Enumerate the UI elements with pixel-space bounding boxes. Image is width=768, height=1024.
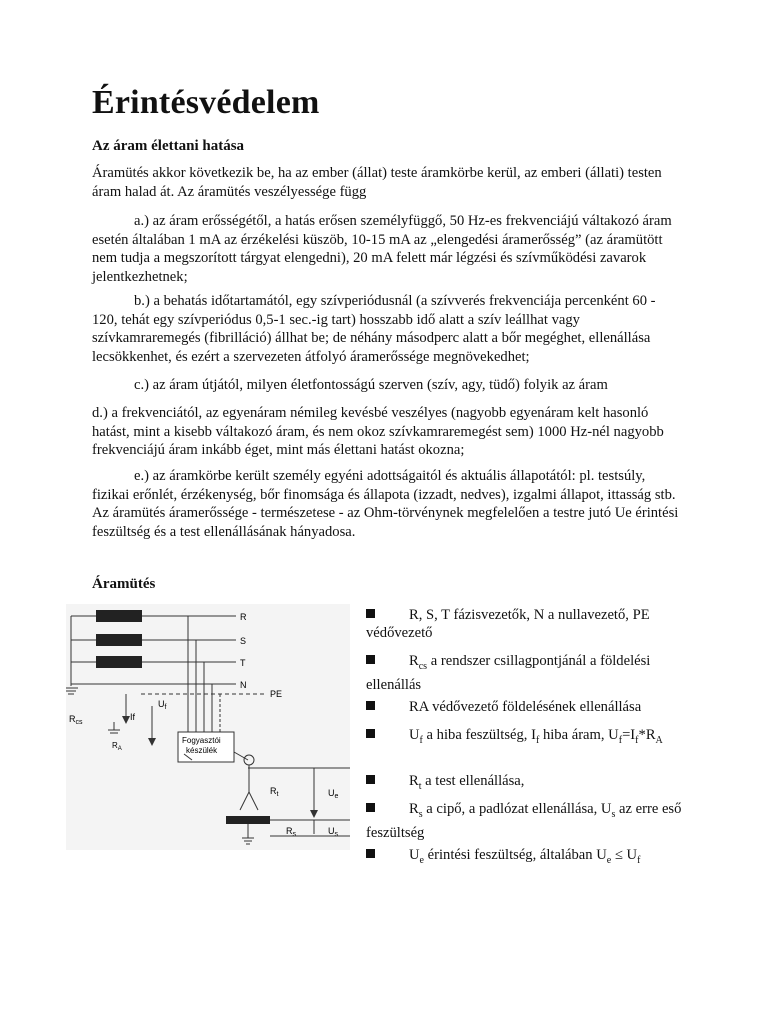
label-rcs: $R_{cs}$ — [69, 714, 83, 726]
label-us: $U_s$ — [328, 826, 338, 838]
label-rs: $R_s$ — [286, 826, 296, 838]
bullet-square-icon — [366, 803, 375, 812]
label-device-line2: készülék — [186, 746, 218, 755]
bullet-fault-voltage: $U_f$ a hiba feszültség, $I_f$ hiba áram, $U_f=I_f*R_A$ — [366, 726, 706, 750]
bullet-rcs: $R_{cs}$ a rendszer csillagpontjánál a földelési ellenállás — [366, 653, 651, 693]
section-heading-shock: Áramütés — [92, 576, 156, 592]
label-ra: $R_A$ — [112, 741, 122, 752]
winding-s — [96, 634, 142, 646]
bullet-ra: RA védővezető földelésének ellenállása — [366, 698, 706, 716]
bullet-conductors: R, S, T fázisvezetők, N a nullavezető, PE védővezető — [366, 607, 650, 641]
bullet-square-icon — [366, 609, 375, 618]
label-pe: PE — [270, 689, 283, 699]
label-rt: $R_t$ — [270, 786, 279, 798]
winding-t — [96, 656, 142, 668]
label-ue: $U_e$ — [328, 788, 339, 800]
page-title: Érintésvédelem — [92, 84, 320, 121]
bullet-square-icon — [366, 655, 375, 664]
winding-r — [96, 610, 142, 622]
paragraph-e: e.) az áramkörbe került személy egyéni adottságaitól és aktuális állapotától: pl. testsúly, fizikai erőnlét, érzékenység, bőr finomsága és állapota (izzadt, nedves), izgalmi állapot, ittasság stb. Az áramütés áramerőssége - természetese - az Ohm-törvénynek megfelelően a testre jutó Ue érintési feszültség és a test ellenállásának hányadosa. — [92, 468, 679, 540]
floor-plate — [226, 816, 270, 824]
bullet-rt: $R_t$ a test ellenállása, — [366, 772, 706, 796]
bullet-rs: $R_s$ a cipő, a padlózat ellenállása, $U_s$ az erre eső feszültség — [366, 801, 682, 841]
section-heading-physiological: Az áram élettani hatása — [92, 138, 245, 154]
bullet-square-icon — [366, 729, 375, 738]
electric-shock-diagram — [66, 604, 350, 850]
label-r: R — [240, 612, 247, 622]
label-n: N — [240, 680, 247, 690]
bullet-square-icon — [366, 775, 375, 784]
label-if: If — [130, 712, 136, 722]
paragraph-c: c.) az áram útjától, milyen életfontosságú szerven (szív, agy, tüdő) folyik az áram — [134, 377, 608, 393]
label-t: T — [240, 658, 246, 668]
paragraph-d: d.) a frekvenciától, az egyenáram némileg kevésbé veszélyes (nagyobb egyenáram kelt hasonló hatást, mint a kisebb váltakozó áram, és nem okoz szívkamraremegést sem) 1000 Hz-nél nagyobb frekvenciájú áram inkább éget, mint más élettani hatást okozna; — [92, 405, 664, 458]
label-uf: $U_f$ — [158, 699, 167, 711]
label-s: S — [240, 636, 247, 646]
intro-paragraph: Áramütés akkor következik be, ha az ember (állat) teste áramkörbe kerül, az emberi (állati) testen áram halad át. Az áramütés veszélyessége függ — [92, 165, 662, 200]
paragraph-a: a.) az áram erősségétől, a hatás erősen személyfüggő, 50 Hz-es frekvenciájú váltakozó áram esetén általában 1 mA az érzékelési küszöb, 10-15 mA az „elengedési áramerősség” (az áramütött nem tudja a megszorított tárgyat elengedni), 20 mA felett már légzési és szívműködési zavarok jelentkezhetnek; — [92, 213, 672, 285]
label-device-line1: Fogyasztói — [182, 736, 221, 745]
paragraph-b: b.) a behatás időtartamától, egy szívperiódusnál (a szívverés frekvenciája percenként 60 - 120, tehát egy szívperiódus 0,5-1 sec.-ig tart) hosszabb idő alatt a szív leállhat vagy szívkamraremegés (fibrilláció) állhat be; de néhány másodperc alatt a bőr megéghet, ellenállása lecsökkenhet, és ezért a szervezeten átfolyó áramerőssége megnövekedhet; — [92, 293, 656, 365]
bullet-square-icon — [366, 701, 375, 710]
bullet-ue: $U_e$ érintési feszültség, általában $U_e \le U_f$ — [366, 846, 706, 870]
bullet-square-icon — [366, 849, 375, 858]
